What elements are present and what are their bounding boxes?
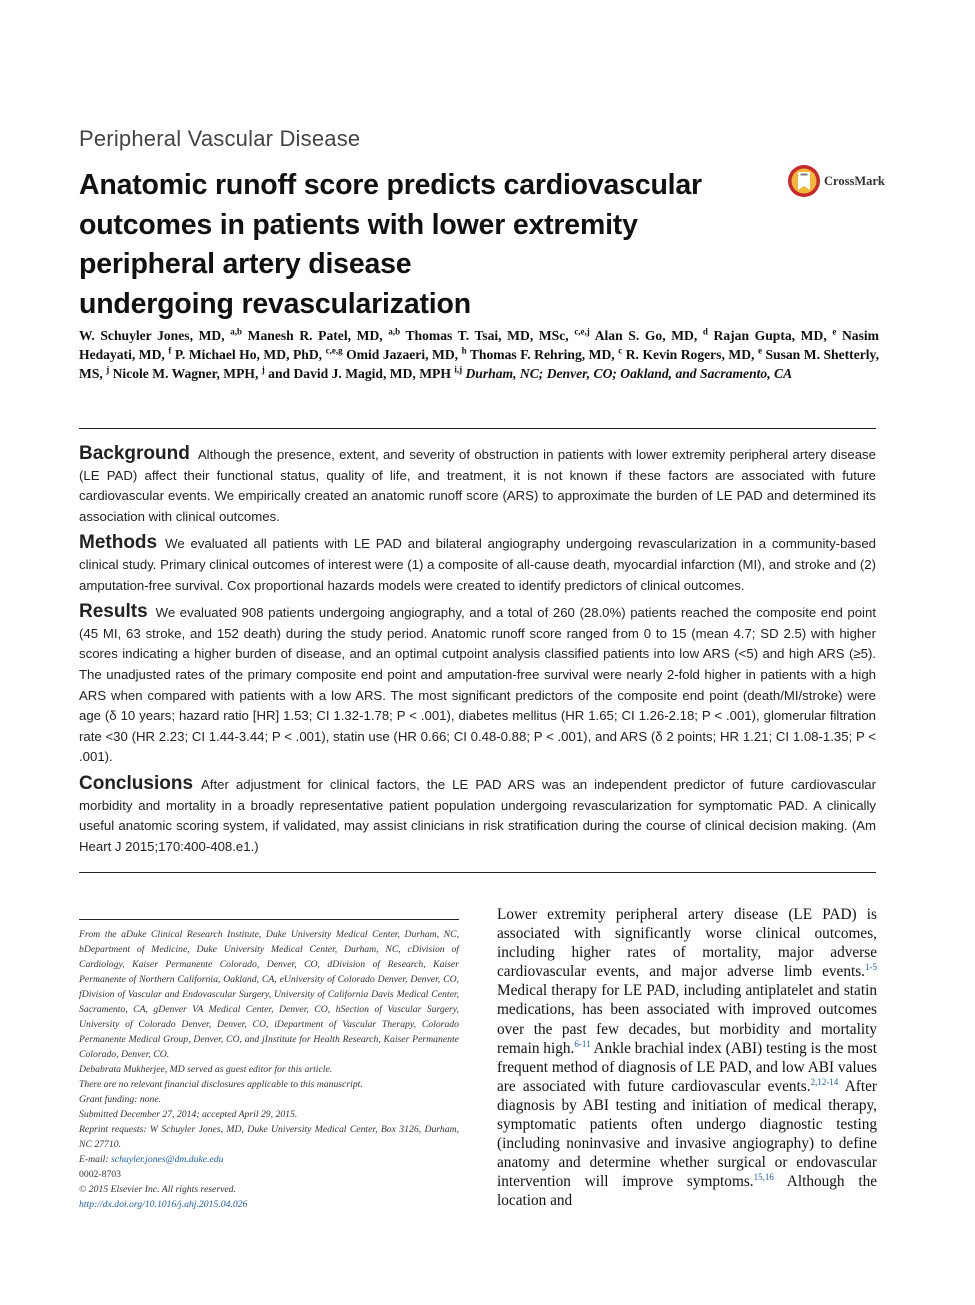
divider — [79, 428, 876, 429]
affiliation-marker: h — [461, 345, 467, 356]
author: R. Kevin Rogers, MD, — [625, 347, 755, 363]
author: Thomas T. Tsai, MD, MSc, — [405, 328, 569, 343]
affiliation-marker: d — [702, 326, 708, 337]
footnote-reprints: Reprint requests: W Schuyler Jones, MD, Duke University Medical Center, Box 3126, Durham, NC 27710. — [79, 1124, 459, 1150]
abstract-methods — [79, 533, 876, 596]
title-line: peripheral artery disease — [79, 248, 412, 280]
body-text-run: After diagnosis by ABI testing and initiation of medical therapy, symptomatic patients often undergo diagnostic testing (including noninvasive and invasive angiography) to define anatomy and determine whether surgical or endovascular intervention will improve symptoms. — [497, 1077, 877, 1191]
footnote-guest-editor: Debabrata Mukherjee, MD served as guest editor for this article. — [79, 1064, 333, 1075]
abstract-heading: Conclusions — [79, 772, 194, 794]
body-text-run: Ankle brachial index (ABI) testing is the most frequent method of diagnosis of LE PAD, and low ABI values are associated with future cardiovascular events. — [497, 1039, 877, 1095]
reference-link[interactable]: 15,16 — [753, 1172, 774, 1183]
affiliation-marker: j — [261, 364, 265, 375]
abstract — [79, 444, 876, 863]
author: Thomas F. Rehring, MD, — [469, 347, 615, 363]
footnotes — [79, 927, 459, 1212]
author: Alan S. Go, MD, — [594, 328, 698, 343]
footnote-doi — [79, 1197, 459, 1212]
affiliation-marker: c — [618, 345, 623, 356]
author-locations: Durham, NC; Denver, CO; Oakland, and Sacramento, CA — [465, 366, 793, 382]
footnote-copyright: © 2015 Elsevier Inc. All rights reserved. — [79, 1184, 236, 1195]
title-line: outcomes in patients with lower extremity — [79, 208, 638, 241]
author: Nicole M. Wagner, MPH, — [112, 366, 259, 382]
abstract-results — [79, 602, 876, 768]
title-line: undergoing revascularization — [79, 287, 471, 320]
crossmark-icon — [787, 164, 821, 198]
abstract-heading: Results — [79, 601, 148, 623]
affiliation-marker: f — [168, 345, 172, 356]
footnote-funding: Grant funding: none. — [79, 1094, 162, 1105]
reference-link[interactable]: 6-11 — [574, 1038, 591, 1049]
doi-link[interactable]: http://dx.doi.org/10.1016/j.ahj.2015.04.026 — [79, 1199, 248, 1210]
author: Nasim Hedayati, MD, — [79, 328, 879, 363]
author-list — [79, 326, 879, 384]
email-link[interactable]: schuyler.jones@dm.duke.edu — [111, 1154, 224, 1165]
author: and David J. Magid, MD, MPH — [268, 366, 451, 382]
abstract-text: Although the presence, extent, and severity of obstruction in patients with lower extremity peripheral artery disease (LE PAD) affect their functional status, quality of life, and treatment, it is not known if these factors are associated with future cardiovascular events. We empirically created an anatomic runoff score (ARS) to approximate the burden of LE PAD and determined its association with clinical outcomes. — [79, 447, 876, 524]
body-text-run: Medical therapy for LE PAD, including antiplatelet and statin medications, has been associated with improved outcomes over the past few decades, but morbidity and mortality remain high. — [497, 982, 877, 1057]
author: Rajan Gupta, MD, — [713, 328, 827, 343]
affiliation-marker: a,b — [230, 326, 243, 337]
affiliation-marker: j — [106, 364, 110, 375]
affiliation-marker: c,e,j — [574, 326, 590, 337]
body-paragraph — [497, 905, 877, 1211]
abstract-background — [79, 444, 876, 527]
affiliation-marker: e — [757, 345, 762, 356]
title-line: Anatomic runoff score predicts cardiovascular — [79, 169, 702, 201]
affiliation-marker: c,e,g — [325, 345, 343, 356]
author: Omid Jazaeri, MD, — [346, 347, 459, 363]
footnote-disclosures: There are no relevant financial disclosures applicable to this manuscript. — [79, 1079, 363, 1090]
reference-link[interactable]: 1-5 — [865, 962, 877, 973]
abstract-heading: Methods — [79, 532, 158, 554]
crossmark-badge[interactable] — [787, 164, 885, 198]
email-label: E-mail: — [79, 1154, 112, 1165]
footnote-affiliations: From the aDuke Clinical Research Institute, Duke University Medical Center, Durham, NC, bDepartment of Medicine, Duke University Medical Center, Durham, NC, cDivision of Cardiology, Kaiser Permanente Colorado, Denver, CO, dDivision of Research, Kaiser Permanente of Northern California, Oakland, CA, eUniversity of Colorado Denver, Denver, CO, fDivision of Vascular and Endovascular Surgery, University of California Davis Medical Center, Sacramento, CA, gDenver VA Medical Center, Denver, CO, hSection of Vascular Surgery, University of Colorado Denver, Denver, CO, iDepartment of Vascular Therapy, Colorado Permanente Medical Group, Denver, CO, and jInstitute for Health Research, Kaiser Permanente Colorado, Denver, CO. — [79, 929, 459, 1060]
footnote-divider — [79, 919, 459, 920]
body-text — [497, 905, 877, 1211]
footnote-issn: 0002-8703 — [79, 1169, 121, 1180]
footnote-submitted: Submitted December 27, 2014; accepted April 29, 2015. — [79, 1109, 298, 1120]
reference-link[interactable]: 2,12-14 — [810, 1076, 839, 1087]
section-label: Peripheral Vascular Disease — [79, 126, 361, 151]
abstract-heading: Background — [79, 443, 190, 464]
divider — [79, 872, 876, 873]
article-title — [79, 166, 769, 324]
author: Susan M. Shetterly, MS, — [79, 347, 879, 382]
author: Manesh R. Patel, MD, — [247, 328, 383, 343]
abstract-conclusions — [79, 774, 876, 857]
abstract-text: After adjustment for clinical factors, the LE PAD ARS was an independent predictor of future cardiovascular morbidity and mortality in a broadly representative patient population undergoing revascularization for symptomatic PAD. A clinically useful anatomic scoring system, if validated, may assist clinicians in risk stratification during the course of clinical decision making. (Am Heart J 2015;170:400-408.e1.) — [79, 776, 876, 854]
body-text-run: Lower extremity peripheral artery disease (LE PAD) is associated with significantly worse clinical outcomes, including higher rates of mortality, major adverse cardiovascular events, and major adverse limb events. — [497, 906, 877, 981]
affiliation-marker: a,b — [388, 326, 401, 337]
author: P. Michael Ho, MD, PhD, — [174, 347, 323, 363]
footnote-email — [79, 1152, 459, 1167]
body-text-run: Although the location and — [497, 1173, 878, 1210]
abstract-text: We evaluated all patients with LE PAD and bilateral angiography undergoing revascularization in a community-based clinical study. Primary clinical outcomes of interest were (1) a composite of all-cause death, myocardial infarction (MI), and stroke and (2) amputation-free survival. Cox proportional hazards models were created to identify predictors of clinical outcomes. — [79, 536, 876, 593]
abstract-text: We evaluated 908 patients undergoing angiography, and a total of 260 (28.0%) patients reached the composite end point (45 MI, 63 stroke, and 152 death) during the study period. Anatomic runoff score ranged from 0 to 15 (mean 4.7; SD 2.5) with higher scores indicating a higher burden of disease, and an optimal cutpoint analysis classified patients into low ARS (<5) and high ARS (≥5). The unadjusted rates of the primary composite end point and amputation-free survival were nearly 2-fold higher in patients with a high ARS when compared with patients with a low ARS. The most significant predictors of the composite end point (death/MI/stroke) were age (δ 10 years; hazard ratio [HR] 1.53; CI 1.32-1.78; P < .001), diabetes mellitus (HR 1.65; CI 1.26-2.18; P < .001), glomerular filtration rate <30 (HR 2.23; CI 1.44-3.44; P < .001), statin use (HR 0.66; CI 0.48-0.88; P < .001), and ARS (δ 2 points; HR 1.21; CI 1.08-1.35; P < .001). — [79, 605, 876, 765]
crossmark-label: CrossMark — [824, 173, 885, 188]
affiliation-marker: e — [832, 326, 837, 337]
affiliation-marker: i,j — [454, 364, 463, 375]
author: W. Schuyler Jones, MD, — [79, 328, 225, 343]
